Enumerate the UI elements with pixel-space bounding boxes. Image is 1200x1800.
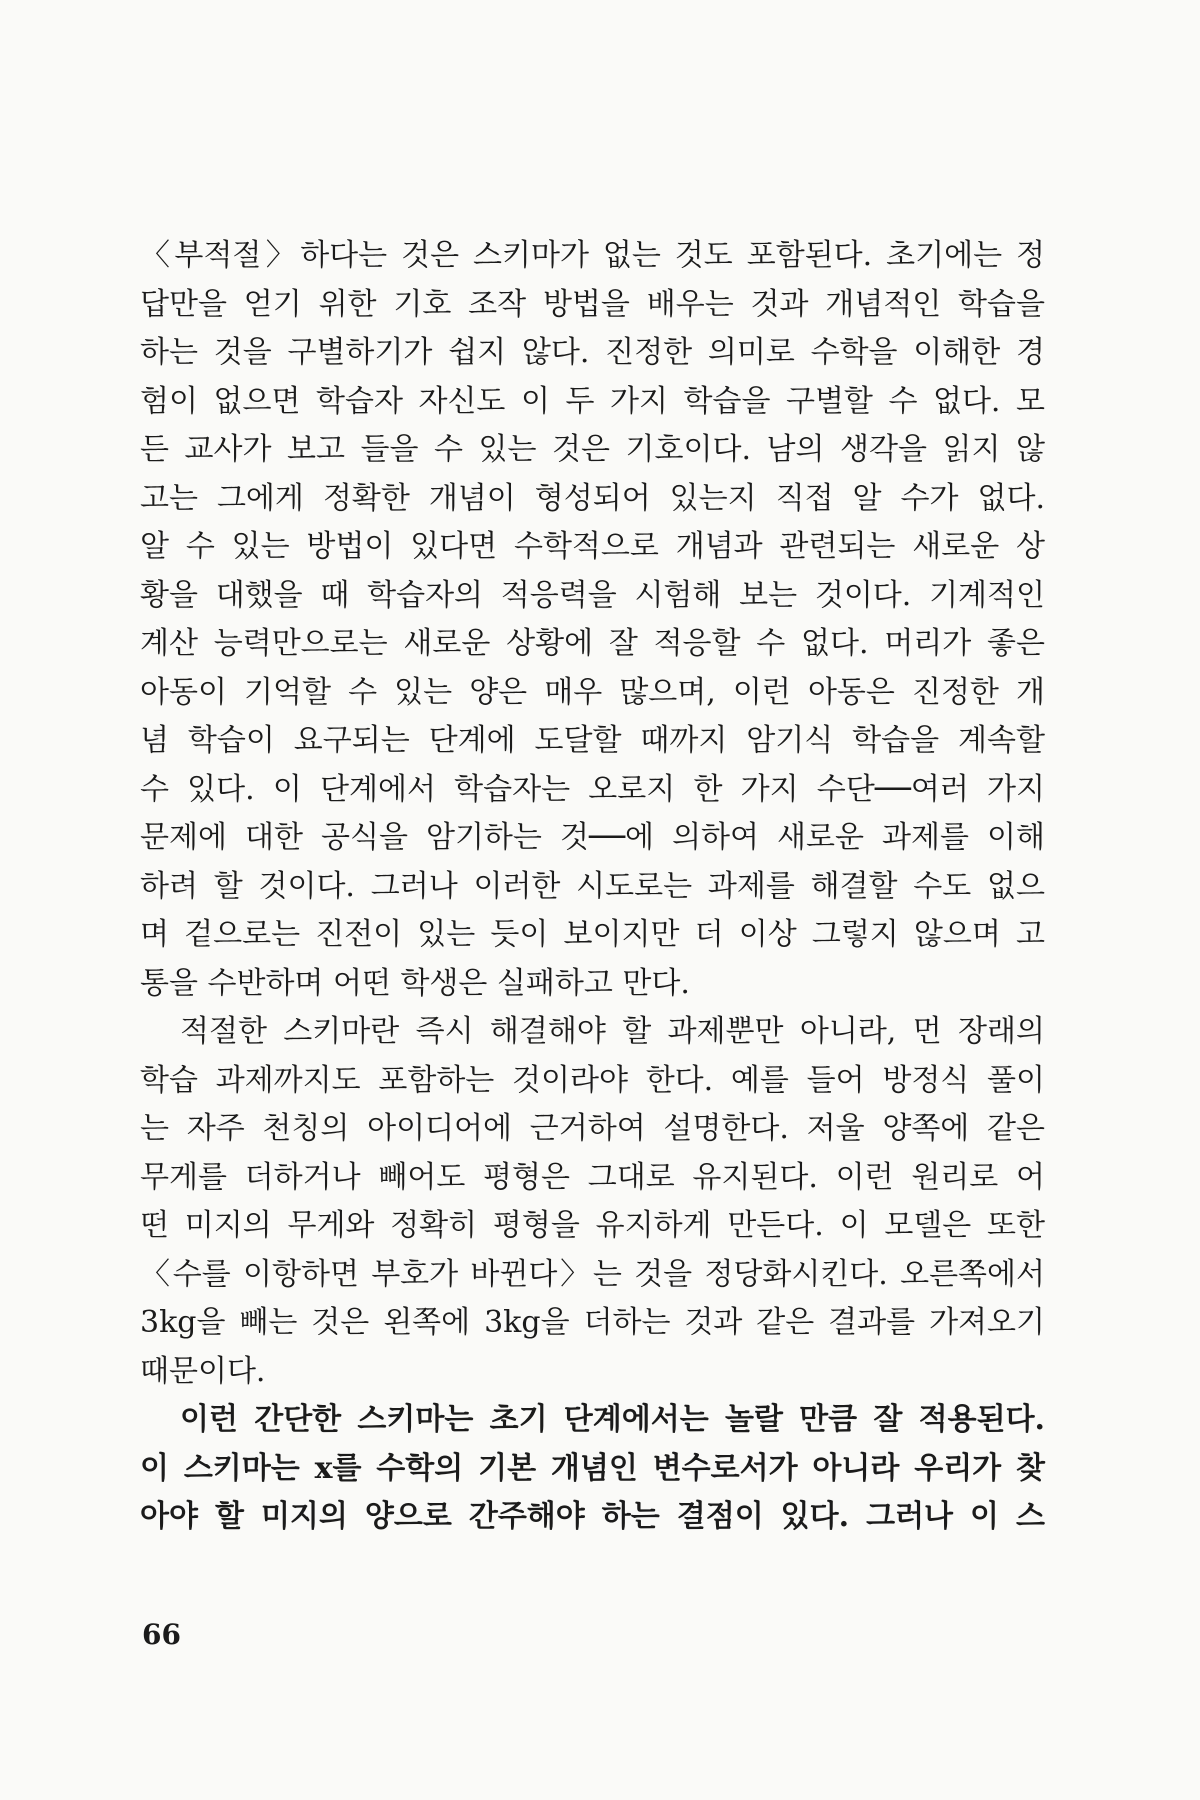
- text-line: 3kg을 빼는 것은 왼쪽에 3kg을 더하는 것과 같은 결과를 가져오기: [140, 1305, 1045, 1340]
- text-line: 이런 간단한 스키마는 초기 단계에서는 놀랄 만큼 잘 적용된다.: [180, 1402, 1045, 1437]
- text-line: 적절한 스키마란 즉시 해결해야 할 과제뿐만 아니라, 먼 장래의: [180, 1014, 1045, 1049]
- text-line: 알 수 있는 방법이 있다면 수학적으로 개념과 관련되는 새로운 상: [140, 529, 1045, 564]
- text-line: 든 교사가 보고 들을 수 있는 것은 기호이다. 남의 생각을 읽지 않: [140, 432, 1045, 467]
- text-line: 계산 능력만으로는 새로운 상황에 잘 적응할 수 없다. 머리가 좋은: [140, 626, 1045, 661]
- text-line: 념 학습이 요구되는 단계에 도달할 때까지 암기식 학습을 계속할: [140, 723, 1045, 758]
- text-line: 고는 그에게 정확한 개념이 형성되어 있는지 직접 알 수가 없다.: [140, 480, 1045, 516]
- text-line: 이 스키마는 x를 수학의 기본 개념인 변수로서가 아니라 우리가 찾: [140, 1450, 1045, 1486]
- text-line: 아야 할 미지의 양으로 간주해야 하는 결점이 있다. 그러나 이 스: [140, 1499, 1045, 1534]
- text-line: 때문이다.: [140, 1353, 266, 1389]
- text-line: 하는 것을 구별하기가 쉽지 않다. 진정한 의미로 수학을 이해한 경: [140, 335, 1045, 370]
- text-line: 〈부적절〉하다는 것은 스키마가 없는 것도 포함된다. 초기에는 정: [140, 238, 1045, 273]
- page-number: 66: [142, 1618, 181, 1651]
- text-line: 하려 할 것이다. 그러나 이러한 시도로는 과제를 해결할 수도 없으: [140, 868, 1045, 904]
- text-line: 〈수를 이항하면 부호가 바뀐다〉는 것을 정당화시킨다. 오른쪽에서: [140, 1256, 1045, 1292]
- text-line: 며 겉으로는 진전이 있는 듯이 보이지만 더 이상 그렇지 않으며 고: [140, 917, 1045, 952]
- text-line: 통을 수반하며 어떤 학생은 실패하고 만다.: [140, 965, 690, 1001]
- text-line: 떤 미지의 무게와 정확히 평형을 유지하게 만든다. 이 모델은 또한: [140, 1208, 1045, 1243]
- text-line: 무게를 더하거나 빼어도 평형은 그대로 유지된다. 이런 원리로 어: [140, 1159, 1045, 1195]
- text-line: 답만을 얻기 위한 기호 조작 방법을 배우는 것과 개념적인 학습을: [140, 286, 1045, 322]
- text-line: 문제에 대한 공식을 암기하는 것──에 의하여 새로운 과제를 이해: [140, 820, 1045, 855]
- text-line: 아동이 기억할 수 있는 양은 매우 많으며, 이런 아동은 진정한 개: [140, 674, 1045, 710]
- text-line: 험이 없으면 학습자 자신도 이 두 가지 학습을 구별할 수 없다. 모: [140, 383, 1045, 419]
- text-line: 수 있다. 이 단계에서 학습자는 오로지 한 가지 수단──여러 가지: [140, 771, 1045, 807]
- text-line: 황을 대했을 때 학습자의 적응력을 시험해 보는 것이다. 기계적인: [140, 577, 1045, 613]
- body-text: [140, 232, 1045, 1542]
- text-line: 는 자주 천칭의 아이디어에 근거하여 설명한다. 저울 양쪽에 같은: [140, 1111, 1045, 1146]
- text-line: 학습 과제까지도 포함하는 것이라야 한다. 예를 들어 방정식 풀이: [140, 1062, 1045, 1098]
